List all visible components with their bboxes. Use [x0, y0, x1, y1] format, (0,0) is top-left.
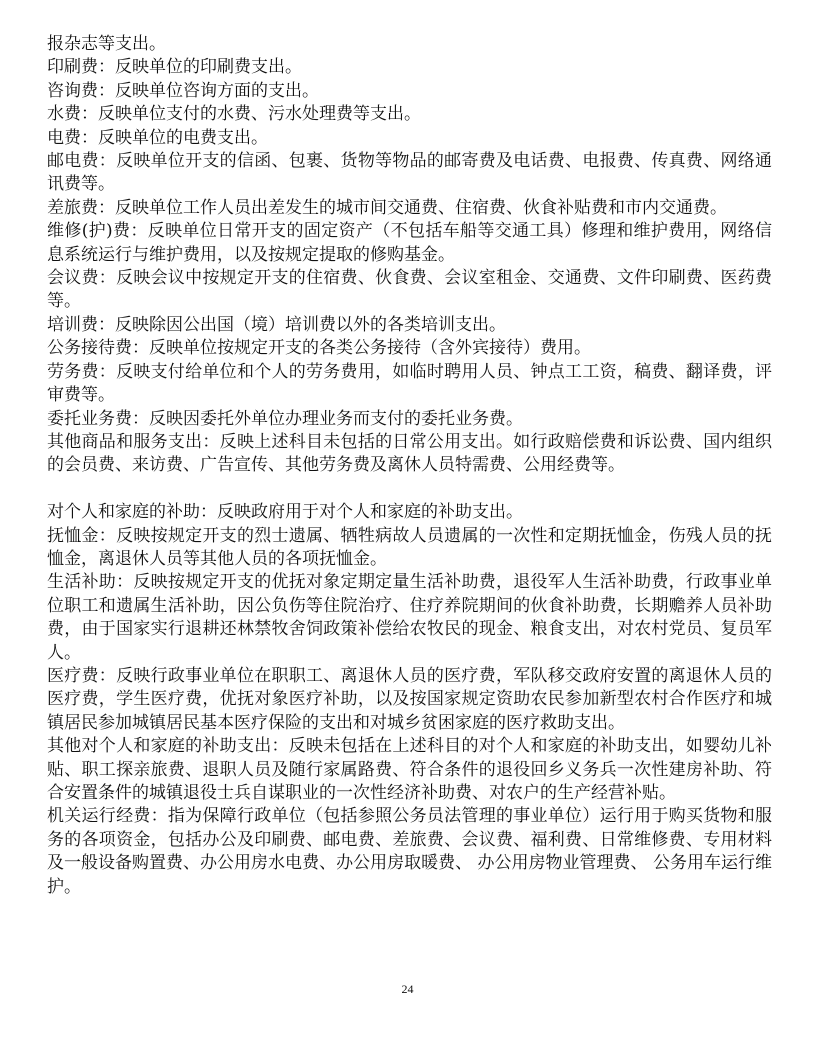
paragraph-medical-fee: 医疗费：反映行政事业单位在职职工、离退休人员的医疗费，军队移交政府安置的离退休人员的医疗费，学生医疗费，优抚对象医疗补助，以及按国家规定资助农民参加新型农村合作医疗和城镇居民参加城镇居民基本医疗保险的支出和对城乡贫困家庭的医疗救助支出。	[47, 665, 772, 733]
paragraph-training-fee: 培训费：反映除因公出国（境）培训费以外的各类培训支出。	[47, 314, 506, 335]
paragraph-official-reception-fee: 公务接待费：反映单位按规定开支的各类公务接待（含外宾接待）费用。	[47, 338, 591, 359]
paragraph-labor-fee: 劳务费：反映支付给单位和个人的劳务费用，如临时聘用人员、钟点工工资，稿费、翻译费，评审费等。	[47, 361, 772, 406]
paragraph-other-goods-services: 其他商品和服务支出：反映上述科目未包括的日常公用支出。如行政赔偿费和诉讼费、国内组织的会员费、来访费、广告宣传、其他劳务费及离休人员特需费、公用经费等。	[47, 431, 772, 476]
paragraph-other-personal-subsidy: 其他对个人和家庭的补助支出：反映未包括在上述科目的对个人和家庭的补助支出，如婴幼儿补贴、职工探亲旅费、退职人员及随行家属路费、符合条件的退役回乡义务兵一次性建房补助、符合安置条件的城镇退役士兵自谋职业的一次性经济补助费、对农户的生产经营补贴。	[47, 736, 772, 803]
paragraph-commissioned-business-fee: 委托业务费：反映因委托外单位办理业务而支付的委托业务费。	[47, 408, 523, 429]
paragraph-travel-fee: 差旅费：反映单位工作人员出差发生的城市间交通费、住宿费、伙食补贴费和市内交通费。	[47, 197, 727, 218]
document-body	[47, 33, 772, 899]
paragraph-water-fee: 水费：反映单位支付的水费、污水处理费等支出。	[47, 104, 421, 125]
paragraph-printing-fee: 印刷费：反映单位的印刷费支出。	[47, 57, 302, 78]
paragraph-agency-operating-expenses: 机关运行经费：指为保障行政单位（包括参照公务员法管理的事业单位）运行用于购买货物和服务的各项资金，包括办公及印刷费、邮电费、差旅费、会议费、福利费、日常维修费、专用材料及一般设备购置费、办公用房水电费、办公用房取暖费、 办公用房物业管理费、 公务用车运行维护。	[47, 806, 772, 897]
paragraph-periodicals-continued: 报杂志等支出。	[47, 34, 166, 54]
paragraph-living-subsidy: 生活补助：反映按规定开支的优抚对象定期定量生活补助费，退役军人生活补助费，行政事业单位职工和遗属生活补助，因公负伤等住院治疗、住疗养院期间的伙食补助费，长期赡养人员补助费，由于国家实行退耕还林禁牧舍饲政策补偿给农牧民的现金、粮食支出，对农村党员、复员军人。	[47, 572, 772, 663]
paragraph-consulting-fee: 咨询费：反映单位咨询方面的支出。	[47, 80, 319, 101]
page-number: 24	[401, 982, 414, 996]
paragraph-spacer	[47, 478, 772, 501]
subsidy-definitions-section	[47, 501, 772, 899]
paragraph-maintenance-fee: 维修(护)费：反映单位日常开支的固定资产（不包括车船等交通工具）修理和维护费用，网络信息系统运行与维护费用，以及按规定提取的修购基金。	[47, 221, 772, 265]
paragraph-postal-telecom-fee: 邮电费：反映单位开支的信函、包裹、货物等物品的邮寄费及电话费、电报费、传真费、网络通讯费等。	[47, 151, 772, 195]
paragraph-pension-compensation: 抚恤金：反映按规定开支的烈士遗属、牺牲病故人员遗属的一次性和定期抚恤金，伤残人员的抚恤金，离退休人员等其他人员的各项抚恤金。	[47, 525, 772, 569]
paragraph-conference-fee: 会议费：反映会议中按规定开支的住宿费、伙食费、会议室租金、交通费、文件印刷费、医药费等。	[47, 268, 772, 312]
paragraph-electricity-fee: 电费：反映单位的电费支出。	[47, 127, 268, 148]
expense-definitions-section	[47, 33, 772, 478]
paragraph-personal-family-subsidy: 对个人和家庭的补助：反映政府用于对个人和家庭的补助支出。	[47, 502, 523, 523]
